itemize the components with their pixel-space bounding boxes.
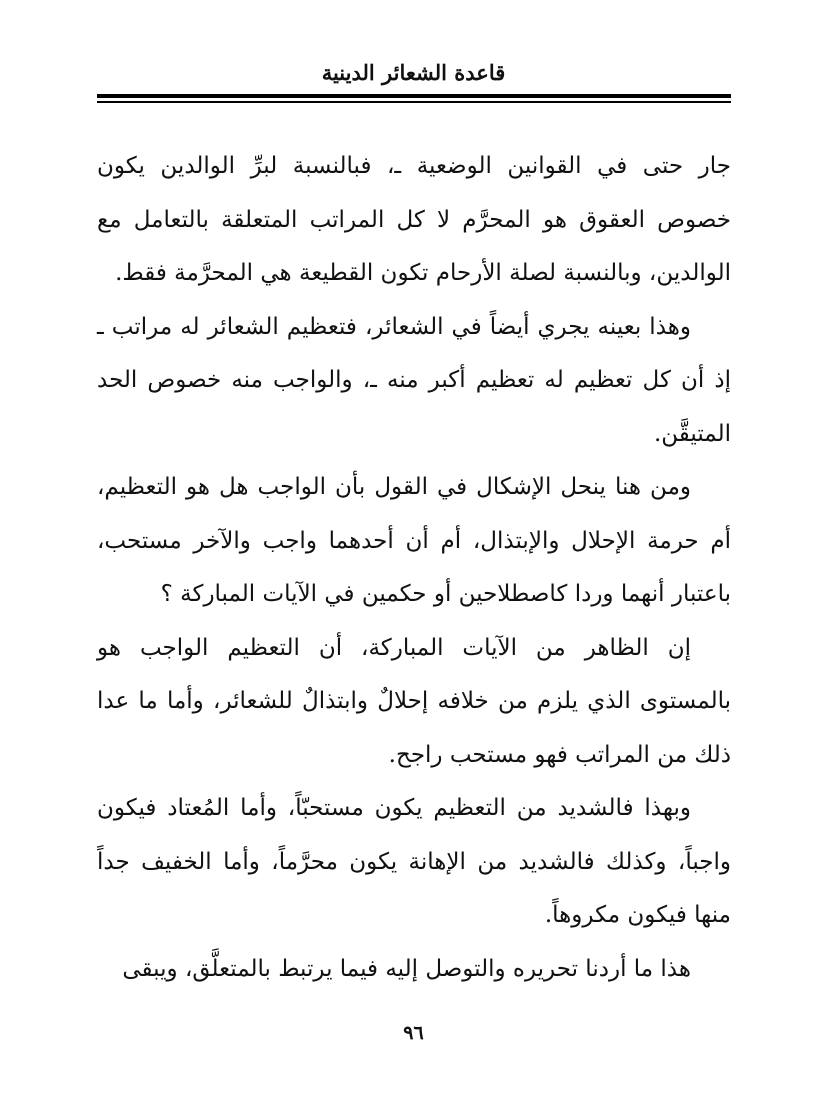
running-header-title: قاعدة الشعائر الدينية	[321, 60, 506, 85]
paragraph: جار حتى في القوانين الوضعية ـ، فبالنسبة لبرِّ الوالدين يكون خصوص العقوق هو المحرَّم لا كل المراتب المتعلقة بالتعامل مع الوالدين، وبالنسبة لصلة الأرحام تكون القطيعة هي المحرَّمة فقط.	[97, 153, 731, 286]
header-rule-thick	[97, 94, 731, 98]
header-rule-thin	[97, 101, 731, 103]
paragraph: إن الظاهر من الآيات المباركة، أن التعظيم الواجب هو بالمستوى الذي يلزم من خلافه إحلالٌ وابتذالٌ للشعائر، وأما ما عدا ذلك من المراتب فهو مستحب راجح.	[97, 634, 731, 768]
body-text	[97, 140, 731, 996]
paragraph: وبهذا فالشديد من التعظيم يكون مستحبّاً، وأما المُعتاد فيكون واجباً، وكذلك فالشديد من الإهانة يكون محرَّماً، وأما الخفيف جداً منها فيكون مكروهاً.	[97, 795, 731, 928]
paragraph: هذا ما أردنا تحريره والتوصل إليه فيما يرتبط بالمتعلَّق، ويبقى	[122, 955, 691, 982]
paragraph: ومن هنا ينحل الإشكال في القول بأن الواجب هل هو التعظيم، أم حرمة الإحلال والإبتذال، أم أن أحدهما واجب والآخر مستحب، باعتبار أنهما وردا كاصطلاحين أو حكمين في الآيات المباركة ؟	[97, 474, 731, 607]
page-number: ٩٦	[403, 1022, 424, 1044]
paragraph: وهذا بعينه يجري أيضاً في الشعائر، فتعظيم الشعائر له مراتب ـ إذ أن كل تعظيم له تعظيم أكبر منه ـ، والواجب منه خصوص الحد المتيقَّن.	[97, 313, 731, 447]
